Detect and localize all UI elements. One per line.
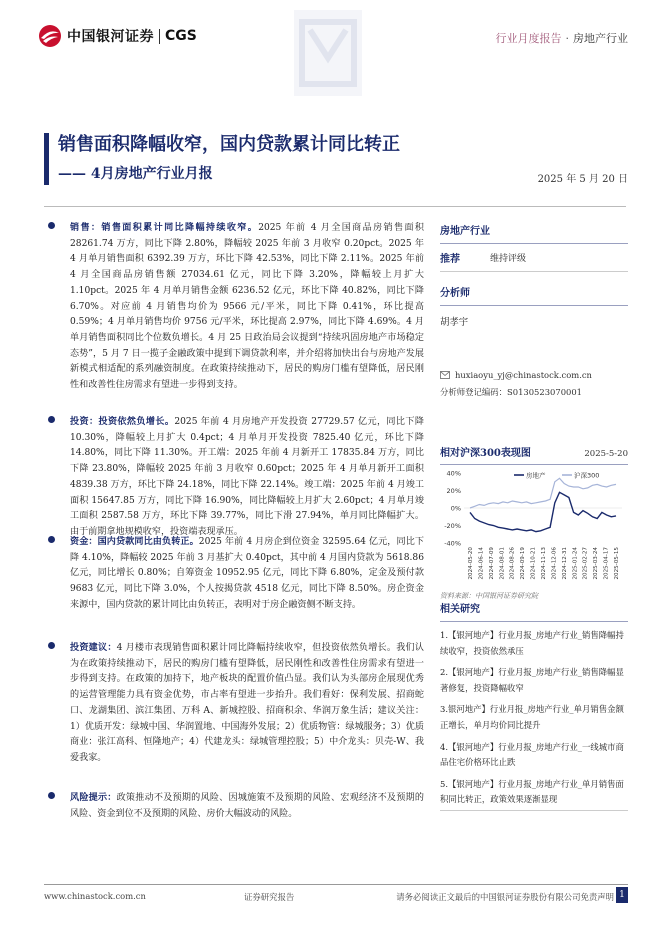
related-item[interactable]: 2.【银河地产】行业月报_房地产行业_销售降幅显著修复，投资降幅收窄 — [440, 667, 624, 693]
section-recommendation — [44, 640, 424, 780]
bullet-icon — [48, 222, 55, 229]
x-tick-label: 2024-06-14 — [478, 547, 485, 580]
y-tick-label: 20% — [446, 487, 461, 495]
logo-separator — [159, 29, 160, 44]
section-heading: 投资建议： — [70, 642, 117, 653]
rating-label: 推荐 — [440, 254, 460, 265]
x-tick-label: 2024-07-09 — [488, 547, 495, 580]
related-item[interactable]: 5.【银河地产】行业月报_房地产行业_单月销售面积同比转正，政策效果逐渐显现 — [440, 778, 624, 805]
x-tick-label: 2025-05-15 — [614, 547, 620, 580]
page-title: 销售面积降幅收窄，国内贷款累计同比转正 — [58, 134, 400, 155]
page-footer — [44, 884, 628, 904]
chart-plot — [440, 467, 628, 591]
rating-row — [440, 244, 628, 272]
y-tick-label: 0% — [450, 504, 461, 513]
header-divider — [44, 206, 626, 207]
analyst-email[interactable]: huxiaoyu_yj@chinastock.com.cn — [455, 370, 592, 380]
rating-value: 维持评级 — [490, 254, 527, 264]
chart-title: 相对沪深300表现图 — [440, 448, 531, 459]
x-tick-label: 2025-03-24 — [593, 547, 600, 580]
mail-icon — [440, 371, 450, 379]
x-tick-label: 2024-12-31 — [561, 547, 568, 580]
x-tick-label: 2025-02-27 — [582, 547, 589, 580]
y-tick-label: -20% — [444, 522, 461, 530]
section-body: 2025 年前 4 月房企到位资金 32595.64 亿元，同比下降 4.10%，降幅较 2025 年前 3 月基扩大 0.40pct，其中前 4 月国内贷款为 5618.86 亿元，同比增长 0.80%；自筹资金 10952.95 亿元，同比下降 6.80%，定金及预付款 9683 亿元，同比下降 3.0%，个人按揭贷款 4518 亿元，同比下降 8.50%。房企资金来源中，国内贷款的累计同比由负转正，表明对于房企融资侧不断支持。 — [70, 537, 424, 610]
cgs-watermark-icon — [288, 8, 368, 98]
sidebar-industry: 房地产行业 — [440, 222, 628, 244]
bullet-icon — [48, 642, 55, 649]
section-body: 政策推动不及预期的风险、因城施策不及预期的风险、宏观经济不及预期的风险、资金到位不及预期的风险、房价大幅波动的风险。 — [70, 793, 424, 819]
x-tick-label: 2024-10-21 — [530, 547, 537, 580]
page-header — [0, 0, 662, 100]
section-body: 2025 年前 4 月房地产开发投资 27729.57 亿元，同比下降 10.30%，降幅较上月扩大 0.4pct；4 月单月开发投资 7825.40 亿元，环比下降 14.80%，同比下降 11.30%。开工端：2025 年前 4 月新开工 17835.84 万方，同比下降 23.80%，降幅较 2025 年前 3 月收窄 0.60pct；2025 年 4 月单月新开工面积 4839.38 万方，环比下降 24.18%，同比下降 22.14%。竣工端：2025 年前 4 月竣工面积 15647.85 万方，同比下降 16.90%，同比降幅较上月扩大 2.60pct；4 月单月竣工面积 2587.58 万方，环比下降 39.77%，同比下滑 27.94%，单月同比降幅扩大。由于前期拿地规模收窄，投资端表现承压。 — [70, 417, 424, 537]
analyst-name: 胡孝宇 — [440, 317, 469, 328]
category-dot: · — [565, 31, 569, 45]
analyst-heading: 分析师 — [440, 284, 628, 306]
y-tick-label: 40% — [446, 469, 461, 478]
analyst-cert: 分析师登记编码：S0130523070001 — [440, 387, 583, 397]
related-divider — [440, 810, 628, 811]
section-body: 4 月楼市表现销售面积累计同比降幅持续收窄，但投资依然负增长。我们认为在政策持续推动下，居民的购房门槛有望降低，居民刚性和改善性住房需求有望进一步得到支持。在政策的加持下，地产板块的配置价值凸显。我们认为头部房企展现优秀的运营管理能力具有资金优势，市占率有望进一步抬升。我们看好：保利发展、招商蛇口、龙湖集团、滨江集团、万科 A、新城控股、招商积余、华润万象生活；建议关注：1）优质开发：绿城中国、华润置地、中国海外发展；2）优质物管：绿城服务；3）优质商业：张江高科、恒隆地产；4）代建龙头：绿城管理控股；5）中介龙头：贝壳-W、我爱我家。 — [70, 643, 424, 763]
report-type: 行业月度报告 — [495, 32, 562, 45]
legend-label: 房地产 — [526, 471, 546, 480]
x-tick-label: 2024-12-06 — [551, 547, 558, 580]
logo-text-cn: 中国银河证券 — [67, 29, 154, 45]
related-item[interactable]: 3.银河地产】行业月报_房地产行业_单月销售金额正增长，单月均价同比提升 — [440, 704, 624, 730]
related-item[interactable]: 4.【银河地产】行业月报_房地产行业_一线城市商品住宅价格环比止跌 — [440, 741, 624, 768]
logo-text-en: CGS — [165, 28, 197, 44]
report-category — [496, 30, 629, 46]
bullet-icon — [48, 416, 55, 423]
section-heading: 风险提示： — [70, 792, 117, 803]
analyst-email-row[interactable] — [440, 370, 628, 380]
page-subtitle: —— 4月房地产行业月报 — [58, 166, 213, 182]
section-sales — [44, 220, 424, 404]
page-number: 1 — [616, 887, 628, 903]
legend-label: 沪深300 — [574, 471, 600, 480]
section-heading: 资金：国内贷款同比由负转正。 — [70, 536, 199, 547]
relative-performance-chart — [440, 444, 628, 601]
chart-source: 资料来源：中国银河证券研究院 — [440, 592, 538, 600]
chart-date: 2025-5-20 — [584, 449, 628, 459]
main-content — [44, 220, 424, 850]
section-body: 2025 年前 4 月全国商品房销售面积 28261.74 万方，同比下降 2.80%，降幅较 2025 年前 3 月收窄 0.20pct。2025 年 4 月单月销售面积 6392.39 万方，环比下降 42.53%，同比下降 2.11%。2025 年前 4 月全国商品房销售额 27034.61 亿元，同比下降 3.20%，降幅较上月扩大 1.10pct。2025 年 4 月单月销售金额 6236.52 亿元，环比下降 40.82%，同比下降 6.70%。对应前 4 月销售均价为 9566 元/平米，同比下降 0.41%，环比提高 0.59%；4 月单月销售均价 9756 元/平米，环比提高 2.97%，同比下降 4.69%。4 月单月销售面积同比个位数负增长。4 月 25 日政治局会议提到“持续巩固房地产市场稳定态势”，5 月 7 日一揽子金融政策中提到下调贷款利率，并介绍将加快出台与房地产发展新模式相适配的系列融资制度。在政策持续推动下，居民的购房门槛有望降低，居民刚性和改善性住房需求有望进一步得到支持。 — [70, 223, 424, 391]
related-item[interactable]: 1.【银河地产】行业月报_房地产行业_销售降幅持续收窄，投资依然承压 — [440, 630, 624, 656]
footer-website[interactable]: www.chinastock.com.cn — [44, 891, 146, 901]
x-tick-label: 2024-11-13 — [541, 547, 547, 580]
section-heading: 投资：投资依然负增长。 — [70, 416, 175, 427]
footer-label: 证券研究报告 — [244, 892, 295, 902]
sidebar — [440, 222, 628, 398]
related-research — [440, 600, 628, 811]
bullet-icon — [48, 536, 55, 543]
company-logo[interactable] — [38, 24, 197, 48]
x-tick-label: 2024-08-26 — [509, 547, 516, 580]
x-tick-label: 2024-08-01 — [499, 547, 506, 580]
x-tick-label: 2024-09-19 — [520, 547, 527, 580]
section-funding — [44, 534, 424, 630]
footer-disclaimer: 请务必阅读正文最后的中国银河证券股份有限公司免责声明 — [396, 892, 614, 902]
industry-label: 房地产行业 — [573, 32, 628, 45]
series-line-hs300 — [470, 478, 616, 508]
x-tick-label: 2024-05-20 — [468, 547, 474, 580]
x-tick-label: 2025-01-24 — [572, 547, 579, 580]
section-heading: 销售：销售面积累计同比降幅持续收窄。 — [70, 222, 259, 233]
galaxy-logo-icon — [38, 24, 62, 48]
series-line-real-estate — [470, 492, 616, 531]
bullet-icon — [48, 792, 55, 799]
title-accent-bar — [44, 133, 49, 185]
report-date: 2025 年 5 月 20 日 — [537, 174, 628, 185]
y-tick-label: -40% — [444, 539, 461, 548]
section-risk — [44, 790, 424, 840]
related-heading: 相关研究 — [440, 600, 628, 622]
section-investment — [44, 414, 424, 537]
x-tick-label: 2025-04-17 — [603, 547, 610, 580]
